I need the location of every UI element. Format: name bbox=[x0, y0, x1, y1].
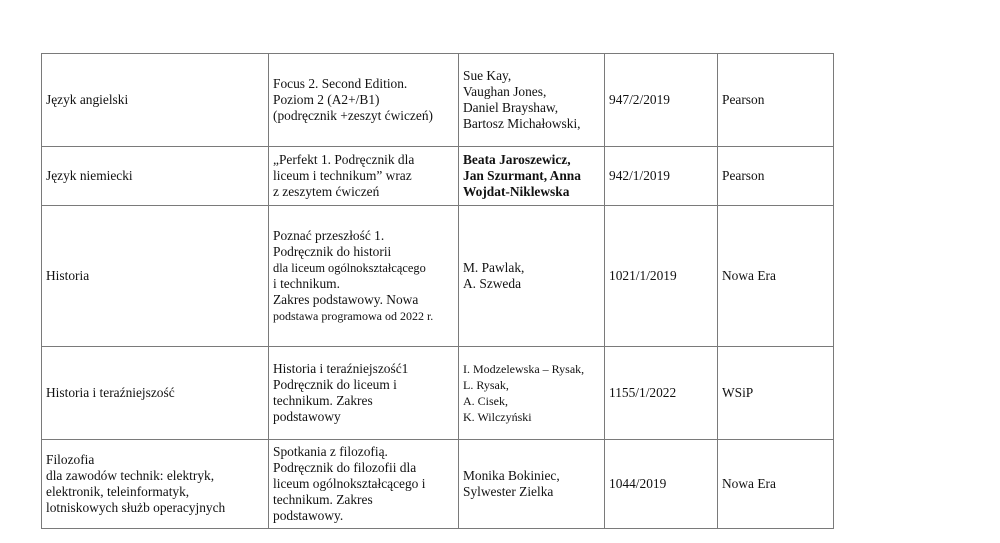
author-line: Sylwester Zielka bbox=[463, 484, 554, 499]
title-line: Poznać przeszłość 1. bbox=[273, 228, 385, 243]
textbook-table bbox=[41, 53, 834, 529]
subject-line: Historia bbox=[46, 268, 90, 283]
subject-cell bbox=[42, 347, 269, 440]
authors-cell bbox=[459, 54, 605, 147]
table-row bbox=[42, 54, 834, 147]
subject-cell bbox=[42, 54, 269, 147]
publisher-cell: Nowa Era bbox=[718, 440, 834, 529]
subject-line: dla zawodów technik: elektryk, bbox=[46, 468, 215, 483]
author-line: Jan Szurmant, Anna bbox=[463, 168, 581, 183]
title-line: Focus 2. Second Edition. bbox=[273, 76, 408, 91]
table-row bbox=[42, 440, 834, 529]
subject-cell bbox=[42, 440, 269, 529]
title-line: i technikum. bbox=[273, 276, 340, 291]
author-line: Sue Kay, bbox=[463, 68, 512, 83]
author-line: L. Rysak, bbox=[463, 378, 509, 392]
table-row bbox=[42, 147, 834, 206]
author-line: Bartosz Michałowski, bbox=[463, 116, 581, 131]
subject-cell bbox=[42, 206, 269, 347]
title-line: (podręcznik +zeszyt ćwiczeń) bbox=[273, 108, 433, 123]
author-line: Beata Jaroszewicz, bbox=[463, 152, 571, 167]
publisher-cell: WSiP bbox=[718, 347, 834, 440]
title-line: technikum. Zakres bbox=[273, 393, 373, 408]
approval-number-cell: 1044/2019 bbox=[605, 440, 718, 529]
title-line: dla liceum ogólnokształcącego bbox=[273, 261, 426, 275]
title-line: z zeszytem ćwiczeń bbox=[273, 184, 380, 199]
title-line: technikum. Zakres bbox=[273, 492, 373, 507]
title-line: Podręcznik do filozofii dla bbox=[273, 460, 417, 475]
authors-cell bbox=[459, 440, 605, 529]
author-line: I. Modzelewska – Rysak, bbox=[463, 362, 585, 376]
subject-line: Historia i teraźniejszość bbox=[46, 385, 175, 400]
subject-cell bbox=[42, 147, 269, 206]
approval-number-cell: 1021/1/2019 bbox=[605, 206, 718, 347]
author-line: Daniel Brayshaw, bbox=[463, 100, 559, 115]
title-line: podstawowy bbox=[273, 409, 341, 424]
title-line: Spotkania z filozofią. bbox=[273, 444, 388, 459]
subject-line: elektronik, teleinformatyk, bbox=[46, 484, 190, 499]
approval-number-cell: 947/2/2019 bbox=[605, 54, 718, 147]
publisher-cell: Pearson bbox=[718, 54, 834, 147]
title-cell bbox=[269, 54, 459, 147]
title-line: liceum i technikum” wraz bbox=[273, 168, 412, 183]
authors-cell bbox=[459, 347, 605, 440]
approval-number-cell: 1155/1/2022 bbox=[605, 347, 718, 440]
publisher-cell: Nowa Era bbox=[718, 206, 834, 347]
title-line: Poziom 2 (A2+/B1) bbox=[273, 92, 380, 107]
subject-line: lotniskowych służb operacyjnych bbox=[46, 500, 226, 515]
author-line: K. Wilczyński bbox=[463, 410, 532, 424]
subject-line: Filozofia bbox=[46, 452, 95, 467]
title-cell bbox=[269, 347, 459, 440]
title-cell bbox=[269, 147, 459, 206]
publisher-cell: Pearson bbox=[718, 147, 834, 206]
subject-line: Język niemiecki bbox=[46, 168, 133, 183]
title-cell bbox=[269, 440, 459, 529]
author-line: Wojdat-Niklewska bbox=[463, 184, 570, 199]
title-line: Podręcznik do liceum i bbox=[273, 377, 397, 392]
author-line: Vaughan Jones, bbox=[463, 84, 547, 99]
table-row bbox=[42, 206, 834, 347]
title-line: podstawa programowa od 2022 r. bbox=[273, 309, 434, 323]
title-line: Podręcznik do historii bbox=[273, 244, 392, 259]
approval-number-cell: 942/1/2019 bbox=[605, 147, 718, 206]
author-line: M. Pawlak, bbox=[463, 260, 525, 275]
author-line: A. Szweda bbox=[463, 276, 522, 291]
title-line: podstawowy. bbox=[273, 508, 344, 523]
author-line: A. Cisek, bbox=[463, 394, 508, 408]
title-line: „Perfekt 1. Podręcznik dla bbox=[273, 152, 415, 167]
table-row bbox=[42, 347, 834, 440]
title-cell bbox=[269, 206, 459, 347]
title-line: Zakres podstawowy. Nowa bbox=[273, 292, 419, 307]
subject-line: Język angielski bbox=[46, 92, 129, 107]
authors-cell bbox=[459, 147, 605, 206]
title-line: liceum ogólnokształcącego i bbox=[273, 476, 426, 491]
title-line: Historia i teraźniejszość1 bbox=[273, 361, 409, 376]
author-line: Monika Bokiniec, bbox=[463, 468, 560, 483]
authors-cell bbox=[459, 206, 605, 347]
